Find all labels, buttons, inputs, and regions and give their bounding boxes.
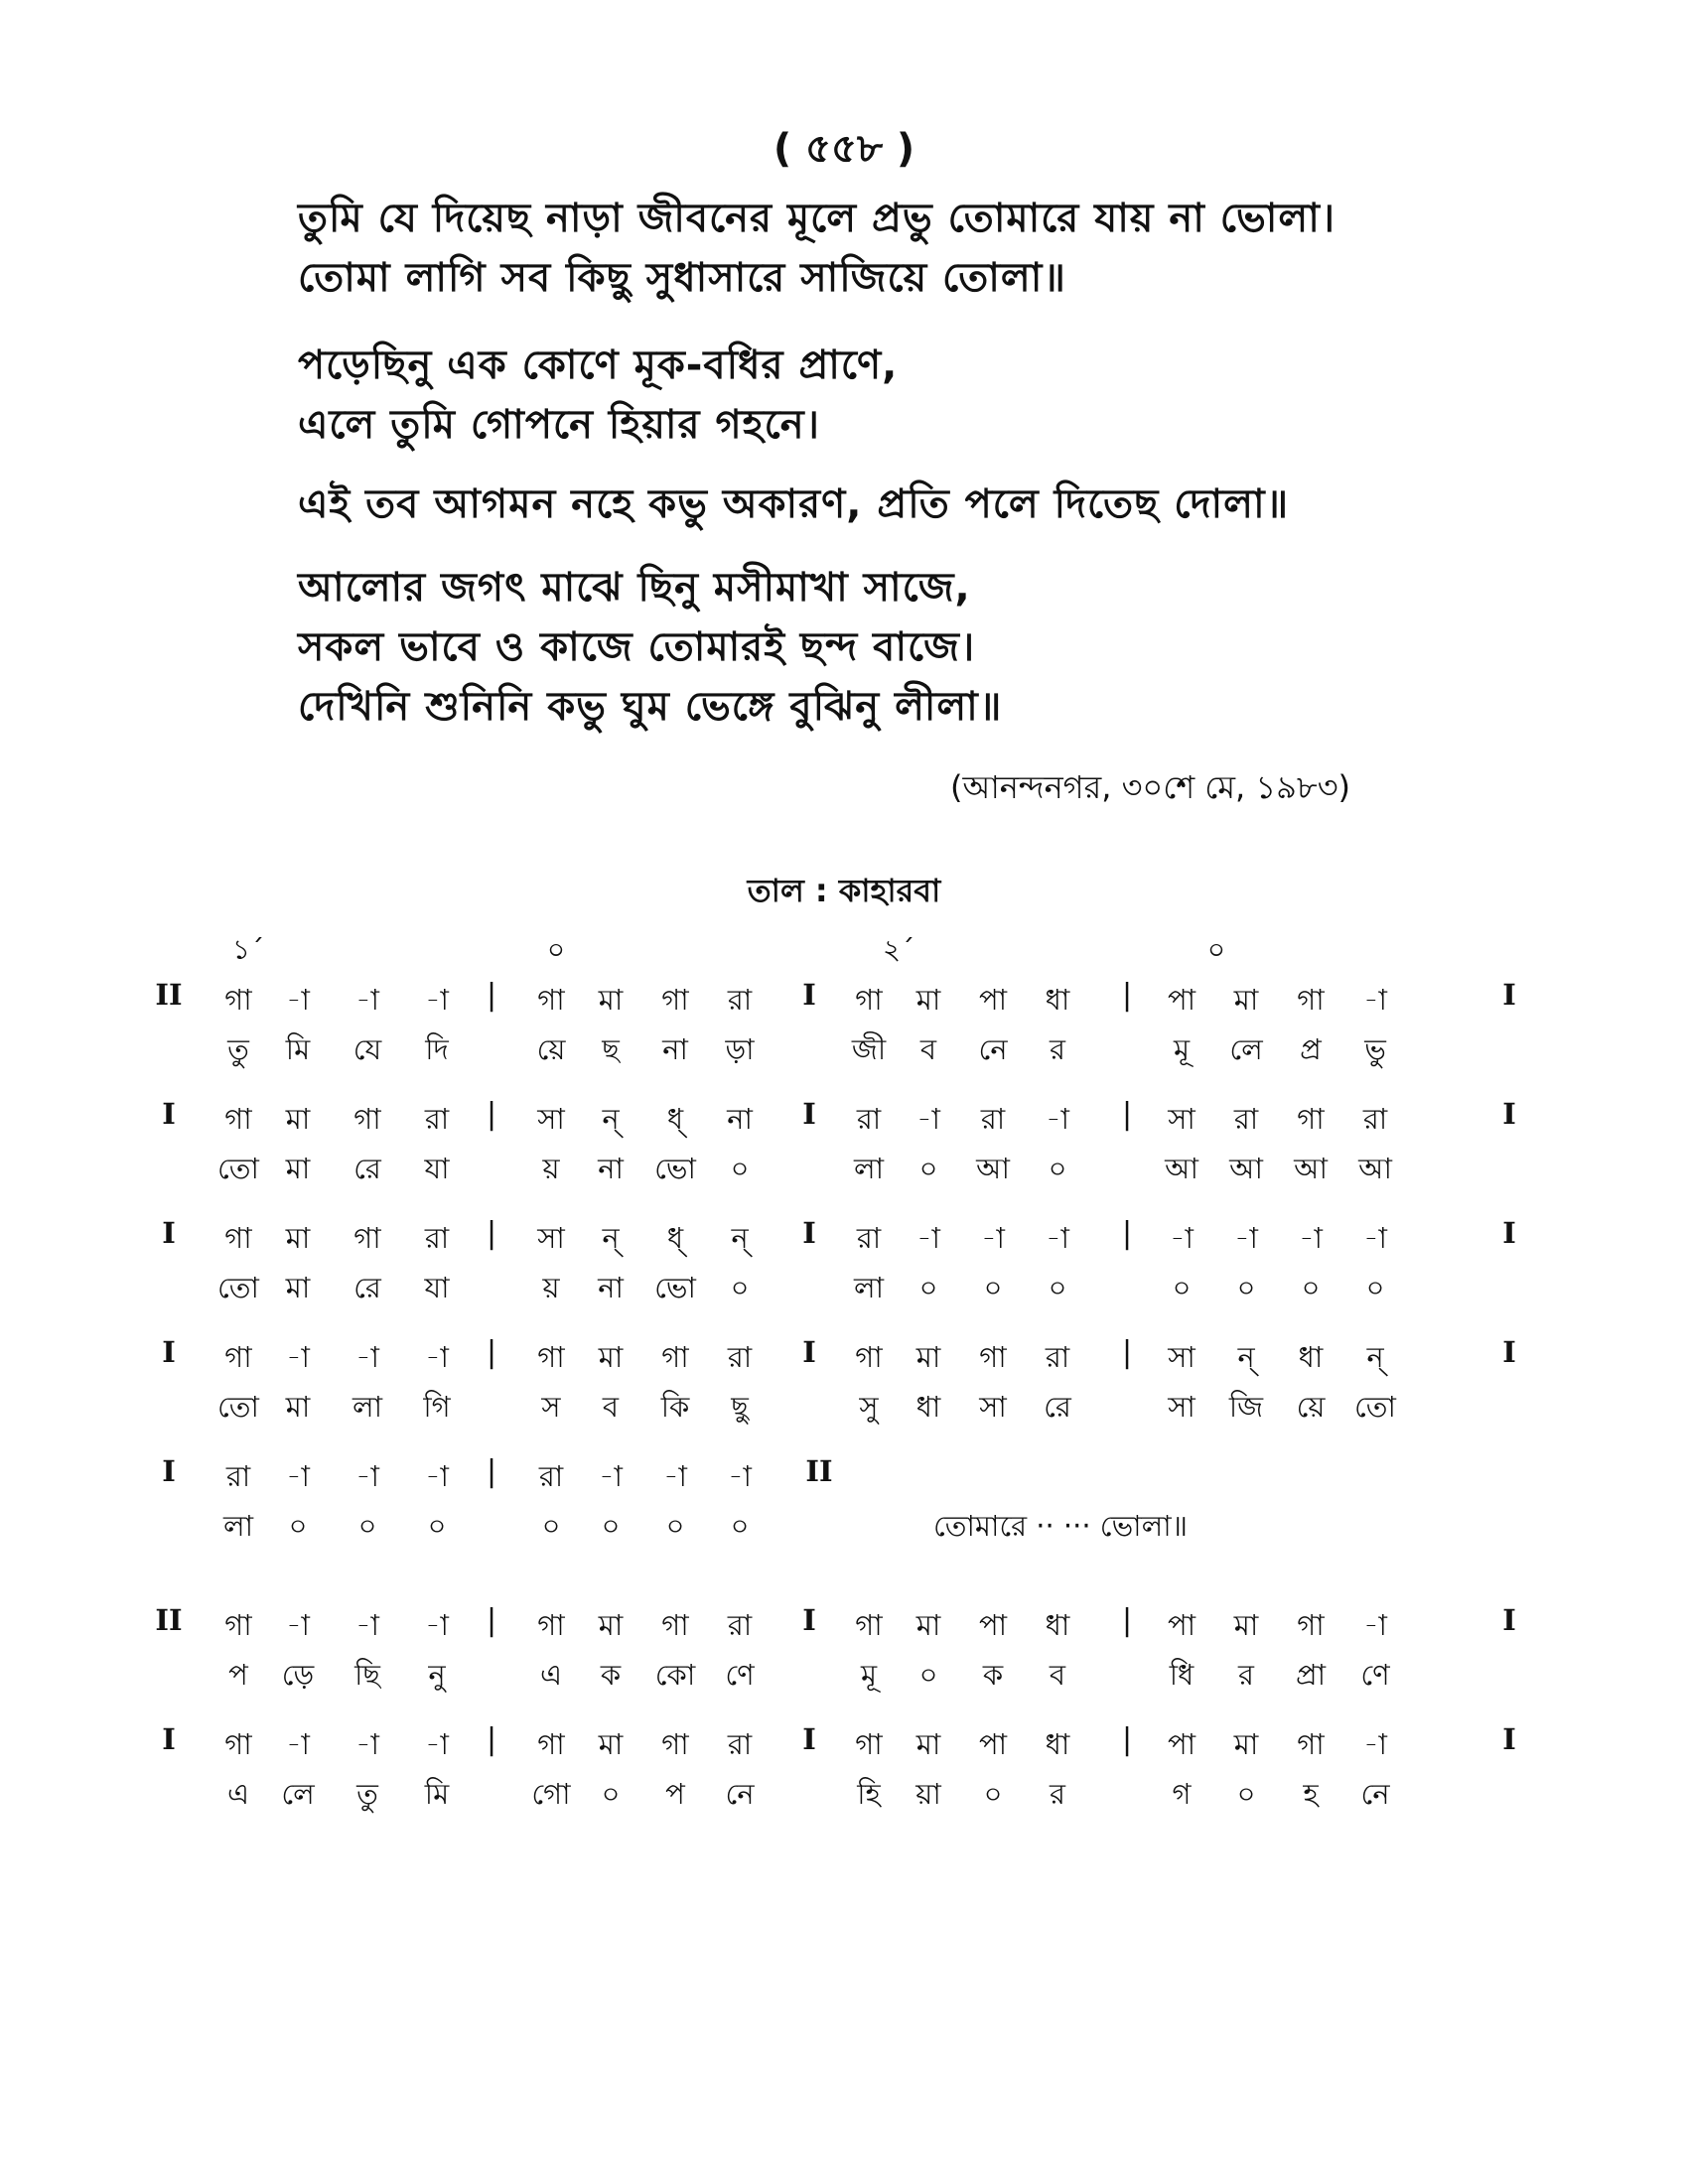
lyric-syllable: মা <box>285 1390 311 1424</box>
lyric-row <box>0 1653 1688 1722</box>
beat-bar: | <box>486 1722 497 1757</box>
lyric-syllable: ০ <box>918 1152 938 1185</box>
lyric-syllable: ছু <box>731 1390 749 1424</box>
lyric-syllable: সা <box>979 1390 1007 1424</box>
note-cell: রা <box>424 1102 450 1136</box>
note-cell: সা <box>1168 1102 1196 1136</box>
note-cell: গা <box>855 1608 883 1642</box>
note-cell: রা <box>980 1102 1006 1136</box>
lyric-syllable: ০ <box>730 1509 750 1543</box>
section-bar: I <box>802 1335 816 1369</box>
lyric-row <box>0 1027 1688 1097</box>
lyric-syllable: এ <box>226 1777 250 1811</box>
beat-bar: | <box>486 1603 497 1638</box>
lyric-syllable: লে <box>281 1777 315 1811</box>
lyric-syllable: ক <box>982 1658 1004 1692</box>
note-cell: রা <box>856 1221 882 1255</box>
lyric-row <box>0 1147 1688 1216</box>
note-cell: ন্ <box>1237 1340 1255 1374</box>
note-cell: রা <box>856 1102 882 1136</box>
beat-bar: | <box>1121 978 1133 1013</box>
note-cell: -া <box>425 983 449 1017</box>
row-end-mark: II <box>805 1454 833 1488</box>
lyric-syllable: প্র <box>1300 1032 1322 1066</box>
note-cell: রা <box>1233 1102 1259 1136</box>
lyric-syllable: ছ <box>602 1032 620 1066</box>
row-end-mark: I <box>1502 978 1516 1012</box>
note-cell: গা <box>1297 1102 1325 1136</box>
beat-bar: | <box>486 978 497 1013</box>
note-cell: মা <box>915 1608 941 1642</box>
lyric-syllable: ছি <box>354 1658 380 1692</box>
lyric-syllable: আ <box>1294 1152 1328 1185</box>
lyric-syllable: ক <box>600 1658 622 1692</box>
note-cell: মা <box>598 1608 624 1642</box>
lyric-syllable: ০ <box>541 1509 561 1543</box>
note-cell: -া <box>1046 1102 1069 1136</box>
note-cell: গা <box>661 1608 689 1642</box>
note-cell: -া <box>981 1221 1005 1255</box>
lyric-syllable: গ <box>1172 1777 1192 1811</box>
lyric-syllable: নে <box>978 1032 1008 1066</box>
note-cell: রা <box>1045 1340 1070 1374</box>
note-cell: ধা <box>1045 1727 1070 1761</box>
lyric-syllable: ০ <box>918 1658 938 1692</box>
verse-line: আলোর জগৎ মাঝে ছিনু মসীমাখা সাজে, <box>298 565 971 611</box>
beat-bar: | <box>1121 1722 1133 1757</box>
note-cell: গা <box>224 1608 252 1642</box>
beat-bar: | <box>1121 1097 1133 1132</box>
lyric-syllable: গি <box>423 1390 451 1424</box>
lyric-syllable: ভু <box>1364 1032 1386 1066</box>
lyric-tail: তোমারে ·· ··· ভোলা॥ <box>933 1509 1189 1543</box>
note-cell: ধা <box>1045 1608 1070 1642</box>
lyric-row <box>0 1504 1688 1573</box>
note-cell: রা <box>424 1221 450 1255</box>
lyric-syllable: ০ <box>1301 1271 1321 1304</box>
lyric-syllable: সা <box>1168 1390 1196 1424</box>
lyric-syllable: য়া <box>915 1777 941 1811</box>
note-cell: মা <box>915 1340 941 1374</box>
note-cell: পা <box>1167 1608 1196 1642</box>
verse-line: তুমি যে দিয়েছ নাড়া জীবনের মূলে প্রভু তোমারে যায় না ভোলা। <box>298 196 1336 241</box>
lyric-syllable: মা <box>285 1271 311 1304</box>
lyric-syllable: এ <box>539 1658 563 1692</box>
note-cell: রা <box>727 1608 753 1642</box>
note-cell: মা <box>915 1727 941 1761</box>
note-cell: ধা <box>1045 983 1070 1017</box>
note-cell: -া <box>728 1459 752 1493</box>
note-cell: -া <box>1234 1221 1258 1255</box>
lyric-syllable: ০ <box>1172 1271 1192 1304</box>
lyric-syllable: কো <box>654 1658 696 1692</box>
note-cell: -া <box>1299 1221 1323 1255</box>
lyric-syllable: গো <box>531 1777 571 1811</box>
row-start-mark: II <box>155 978 183 1012</box>
verse-line: পড়েছিনু এক কোণে মূক-বধির প্রাণে, <box>298 342 899 388</box>
verse-line: এলে তুমি গোপনে হিয়ার গহনে। <box>298 402 820 448</box>
lyric-syllable: ধি <box>1169 1658 1195 1692</box>
section-bar: I <box>802 1216 816 1250</box>
note-cell: গা <box>537 983 565 1017</box>
verse-stanza-2 <box>298 336 1440 455</box>
note-cell: গা <box>537 1608 565 1642</box>
note-cell: ধ্ <box>666 1221 684 1255</box>
note-cell: পা <box>1167 1727 1196 1761</box>
note-cell: গা <box>224 983 252 1017</box>
lyric-syllable: নু <box>428 1658 446 1692</box>
note-cell: গা <box>855 1340 883 1374</box>
lyric-syllable: য় <box>542 1152 560 1185</box>
note-cell: -া <box>916 1221 940 1255</box>
section-bar: I <box>802 1722 816 1756</box>
note-cell: মা <box>1233 1727 1259 1761</box>
note-cell: -া <box>286 1727 310 1761</box>
beat-mark: ০ <box>1206 933 1226 966</box>
lyric-syllable: লা <box>352 1390 383 1424</box>
lyric-syllable: রে <box>353 1271 381 1304</box>
note-cell: -া <box>286 983 310 1017</box>
note-cell: -া <box>425 1727 449 1761</box>
lyric-row <box>0 1266 1688 1335</box>
note-cell: -া <box>355 1340 379 1374</box>
verse-line: সকল ভাবে ও কাজে তোমারই ছন্দ বাজে। <box>298 624 976 670</box>
note-cell: -া <box>355 1608 379 1642</box>
note-cell: মা <box>1233 983 1259 1017</box>
note-cell: গা <box>979 1340 1007 1374</box>
lyric-syllable: ০ <box>918 1271 938 1304</box>
note-cell: গা <box>1297 1608 1325 1642</box>
lyric-syllable: ণে <box>1360 1658 1390 1692</box>
tala-heading: তাল : কাহারবা <box>747 872 941 909</box>
beat-mark: ০ <box>546 933 566 966</box>
lyric-syllable: ০ <box>601 1777 621 1811</box>
note-cell: গা <box>224 1221 252 1255</box>
notation-row <box>0 1722 1688 1772</box>
lyric-syllable: তো <box>217 1271 259 1304</box>
lyric-syllable: তো <box>217 1390 259 1424</box>
notation-row <box>0 978 1688 1027</box>
note-cell: গা <box>855 983 883 1017</box>
lyric-syllable: মূ <box>1173 1032 1191 1066</box>
notation-row <box>0 1454 1688 1504</box>
lyric-syllable: লা <box>853 1271 885 1304</box>
lyric-syllable: সু <box>859 1390 879 1424</box>
note-cell: ধ্ <box>666 1102 684 1136</box>
lyric-syllable: ০ <box>357 1509 377 1543</box>
note-cell: পা <box>1167 983 1196 1017</box>
lyric-syllable: না <box>598 1271 624 1304</box>
lyric-syllable: তো <box>1354 1390 1396 1424</box>
note-cell: রা <box>225 1459 251 1493</box>
lyric-syllable: দি <box>425 1032 449 1066</box>
lyric-syllable: যা <box>424 1271 450 1304</box>
lyric-syllable: জি <box>1228 1390 1264 1424</box>
note-cell: গা <box>537 1727 565 1761</box>
note-cell: মা <box>1233 1608 1259 1642</box>
lyric-syllable: ড়া <box>725 1032 755 1066</box>
row-end-mark: I <box>1502 1216 1516 1250</box>
verse-line: দেখিনি শুনিনি কভু ঘুম ভেঙ্গে বুঝিনু লীলা॥ <box>298 684 1003 730</box>
note-cell: গা <box>224 1102 252 1136</box>
note-cell: -া <box>425 1340 449 1374</box>
lyric-syllable: র <box>1238 1658 1254 1692</box>
note-cell: -া <box>1363 1727 1387 1761</box>
note-cell: পা <box>978 1727 1008 1761</box>
note-cell: গা <box>1297 1727 1325 1761</box>
lyric-syllable: মূ <box>860 1658 878 1692</box>
row-start-mark: II <box>155 1603 183 1637</box>
row-start-mark: I <box>162 1722 176 1756</box>
lyric-syllable: না <box>662 1032 688 1066</box>
row-start-mark: I <box>162 1097 176 1131</box>
lyric-syllable: লে <box>1229 1032 1263 1066</box>
lyric-syllable: ০ <box>1236 1777 1256 1811</box>
lyric-syllable: তো <box>217 1152 259 1185</box>
notation-row <box>0 1603 1688 1653</box>
lyric-syllable: আ <box>1229 1152 1263 1185</box>
verse-line: তোমা লাগি সব কিছু সুধাসারে সাজিয়ে তোলা॥ <box>298 255 1066 301</box>
lyric-syllable: মি <box>285 1032 311 1066</box>
note-cell: -া <box>286 1608 310 1642</box>
note-cell: গা <box>537 1340 565 1374</box>
verse-stanza-4 <box>298 558 1440 737</box>
lyric-syllable: তু <box>227 1032 249 1066</box>
note-cell: ন্ <box>602 1221 620 1255</box>
lyric-syllable: য়ে <box>1296 1390 1326 1424</box>
lyric-syllable: রে <box>353 1152 381 1185</box>
note-cell: -া <box>1363 983 1387 1017</box>
lyric-syllable: ০ <box>427 1509 447 1543</box>
lyric-row <box>0 1772 1688 1842</box>
note-cell: সা <box>537 1221 565 1255</box>
note-cell: মা <box>598 983 624 1017</box>
lyric-syllable: ব <box>1049 1658 1066 1692</box>
lyric-syllable: ০ <box>730 1152 750 1185</box>
note-cell: মা <box>915 983 941 1017</box>
note-cell: গা <box>661 1727 689 1761</box>
lyric-syllable: র <box>1050 1032 1065 1066</box>
verse-stanza-1 <box>298 189 1440 308</box>
note-cell: মা <box>285 1102 311 1136</box>
row-end-mark: I <box>1502 1335 1516 1369</box>
lyric-syllable: ০ <box>665 1509 685 1543</box>
row-start-mark: I <box>162 1454 176 1488</box>
beat-mark: ১´ <box>231 933 265 966</box>
note-cell: -া <box>1363 1221 1387 1255</box>
lyric-syllable: ব <box>919 1032 937 1066</box>
row-end-mark: I <box>1502 1097 1516 1131</box>
note-cell: রা <box>1362 1102 1388 1136</box>
lyric-syllable: স <box>541 1390 561 1424</box>
note-cell: না <box>727 1102 753 1136</box>
section-bar: I <box>802 1097 816 1131</box>
lyric-syllable: জী <box>851 1032 887 1066</box>
lyric-row <box>0 1385 1688 1454</box>
lyric-syllable: ০ <box>601 1509 621 1543</box>
lyric-syllable: কি <box>660 1390 690 1424</box>
note-cell: গা <box>224 1340 252 1374</box>
lyric-syllable: লা <box>853 1152 885 1185</box>
lyric-syllable: নে <box>1360 1777 1390 1811</box>
lyric-syllable: তু <box>356 1777 378 1811</box>
lyric-syllable: আ <box>1358 1152 1392 1185</box>
beat-bar: | <box>486 1216 497 1251</box>
lyric-syllable: প <box>665 1777 685 1811</box>
beat-bar: | <box>486 1454 497 1489</box>
lyric-syllable: আ <box>1165 1152 1198 1185</box>
lyric-syllable: ভো <box>654 1271 696 1304</box>
note-cell: -া <box>1363 1608 1387 1642</box>
note-cell: গা <box>353 1221 381 1255</box>
lyric-syllable: ০ <box>730 1271 750 1304</box>
row-start-mark: I <box>162 1216 176 1250</box>
lyric-syllable: র <box>1050 1777 1065 1811</box>
notation-table <box>0 978 1688 1842</box>
lyric-syllable: যা <box>424 1152 450 1185</box>
note-cell: রা <box>727 983 753 1017</box>
verse-line: এই তব আগমন নহে কভু অকারণ, প্রতি পলে দিতেছ দোলা॥ <box>298 481 1290 527</box>
note-cell: গা <box>1297 983 1325 1017</box>
note-cell: ধা <box>1298 1340 1324 1374</box>
note-cell: -া <box>355 983 379 1017</box>
notation-row <box>0 1335 1688 1385</box>
beat-bar: | <box>1121 1335 1133 1370</box>
note-cell: গা <box>353 1102 381 1136</box>
lyric-syllable: হ <box>1303 1777 1319 1811</box>
notation-row <box>0 1216 1688 1266</box>
lyric-syllable: হি <box>857 1777 881 1811</box>
note-cell: গা <box>855 1727 883 1761</box>
dateline: (আনন্দনগর, ৩০শে মে, ১৯৮৩) <box>950 768 1350 806</box>
note-cell: রা <box>727 1340 753 1374</box>
lyric-syllable: প্রা <box>1295 1658 1327 1692</box>
note-cell: ন্ <box>731 1221 749 1255</box>
beat-bar: | <box>1121 1603 1133 1638</box>
lyric-syllable: য়ে <box>536 1032 566 1066</box>
note-cell: মা <box>285 1221 311 1255</box>
lyric-syllable: ০ <box>1236 1271 1256 1304</box>
note-cell: ন্ <box>602 1102 620 1136</box>
note-cell: -া <box>425 1459 449 1493</box>
section-bar: I <box>802 978 816 1012</box>
lyric-syllable: ০ <box>1365 1271 1385 1304</box>
note-cell: -া <box>916 1102 940 1136</box>
lyric-syllable: লা <box>222 1509 254 1543</box>
lyric-syllable: ভো <box>654 1152 696 1185</box>
verse-stanza-3 <box>298 475 1440 534</box>
lyric-syllable: রে <box>1044 1390 1071 1424</box>
lyric-syllable: ০ <box>983 1777 1003 1811</box>
beat-marks <box>0 928 1688 968</box>
note-cell: -া <box>355 1459 379 1493</box>
note-cell: গা <box>661 983 689 1017</box>
beat-bar: | <box>486 1335 497 1370</box>
note-cell: পা <box>978 1608 1008 1642</box>
note-cell: গা <box>661 1340 689 1374</box>
note-cell: -া <box>355 1727 379 1761</box>
lyric-syllable: ড়ে <box>281 1658 315 1692</box>
lyric-syllable: ০ <box>288 1509 308 1543</box>
note-cell: -া <box>425 1608 449 1642</box>
lyric-syllable: ণে <box>725 1658 755 1692</box>
note-cell: মা <box>598 1727 624 1761</box>
row-end-mark: I <box>1502 1603 1516 1637</box>
note-cell: মা <box>598 1340 624 1374</box>
lyric-syllable: প <box>228 1658 248 1692</box>
lyric-syllable: আ <box>976 1152 1010 1185</box>
beat-bar: | <box>1121 1216 1133 1251</box>
page-number: ( ৫৫৮ ) <box>773 126 915 172</box>
lyric-syllable: ধা <box>915 1390 941 1424</box>
row-start-mark: I <box>162 1335 176 1369</box>
note-cell: ন্ <box>1366 1340 1384 1374</box>
lyric-syllable: ০ <box>983 1271 1003 1304</box>
lyric-syllable: মি <box>424 1777 450 1811</box>
note-cell: রা <box>538 1459 564 1493</box>
row-end-mark: I <box>1502 1722 1516 1756</box>
note-cell: -া <box>1170 1221 1194 1255</box>
note-cell: -া <box>286 1340 310 1374</box>
note-cell: -া <box>663 1459 687 1493</box>
note-cell: -া <box>1046 1221 1069 1255</box>
lyric-syllable: না <box>598 1152 624 1185</box>
lyric-syllable: নে <box>725 1777 755 1811</box>
note-cell: সা <box>537 1102 565 1136</box>
section-bar: I <box>802 1603 816 1637</box>
notation-row <box>0 1097 1688 1147</box>
note-cell: -া <box>286 1459 310 1493</box>
note-cell: পা <box>978 983 1008 1017</box>
note-cell: রা <box>727 1727 753 1761</box>
lyric-syllable: ব <box>602 1390 620 1424</box>
beat-mark: ২´ <box>882 933 915 966</box>
lyric-syllable: য় <box>542 1271 560 1304</box>
note-cell: সা <box>1168 1340 1196 1374</box>
lyric-syllable: ০ <box>1048 1152 1067 1185</box>
lyric-syllable: যে <box>352 1032 382 1066</box>
note-cell: গা <box>224 1727 252 1761</box>
beat-bar: | <box>486 1097 497 1132</box>
lyric-syllable: মা <box>285 1152 311 1185</box>
note-cell: -া <box>599 1459 623 1493</box>
lyric-syllable: ০ <box>1048 1271 1067 1304</box>
